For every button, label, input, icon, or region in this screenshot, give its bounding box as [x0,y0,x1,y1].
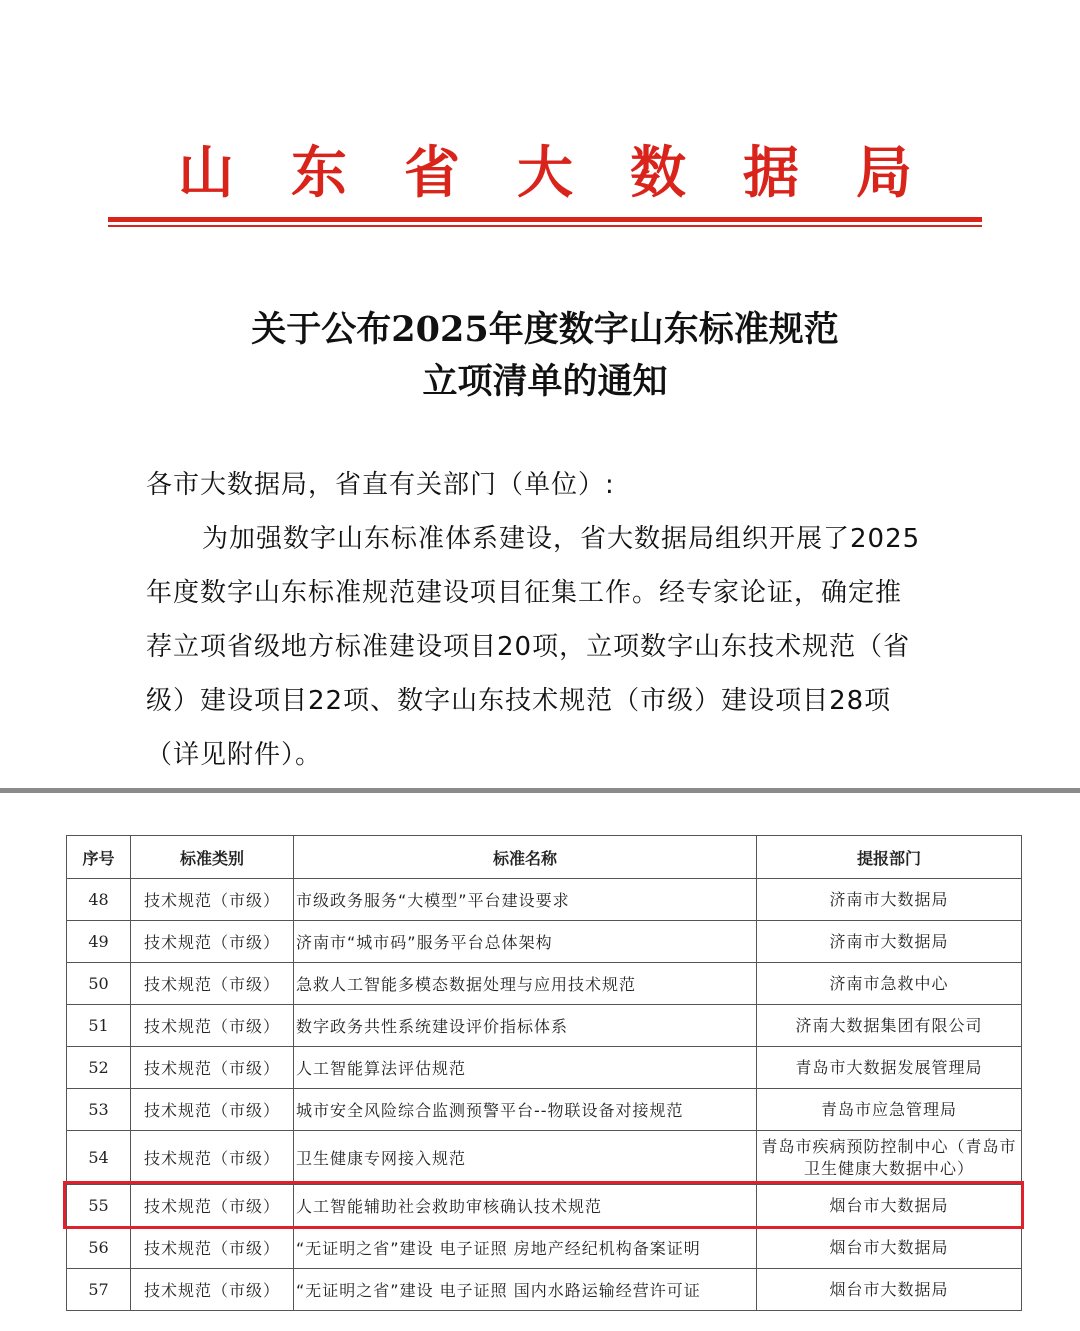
row-index: 54 [67,1131,131,1185]
row-index: 49 [67,921,131,963]
row-department: 青岛市大数据发展管理局 [757,1047,1022,1089]
section-divider [0,788,1080,793]
standards-table [66,835,1022,1311]
agency-char: 据 [743,140,799,206]
row-name: 卫生健康专网接入规范 [294,1131,757,1185]
row-department: 济南市大数据局 [757,921,1022,963]
agency-char: 山 [178,140,234,206]
row-department: 烟台市大数据局 [757,1185,1022,1227]
table-row [67,1005,1022,1047]
table-header-row [67,836,1022,879]
agency-char: 东 [291,140,347,206]
row-category: 技术规范（市级） [131,879,294,921]
row-name: 城市安全风险综合监测预警平台--物联设备对接规范 [294,1089,757,1131]
paragraph-line: 级）建设项目22项、数字山东技术规范（市级）建设项目28项 [146,686,892,716]
row-category: 技术规范（市级） [131,1131,294,1185]
notice-title [108,304,982,408]
header-category: 标准类别 [131,836,294,879]
row-category: 技术规范（市级） [131,1227,294,1269]
row-category: 技术规范（市级） [131,1269,294,1311]
row-index: 53 [67,1089,131,1131]
paragraph-line: 荐立项省级地方标准建设项目20项，立项数字山东技术规范（省 [146,632,911,662]
row-name: 数字政务共性系统建设评价指标体系 [294,1005,757,1047]
row-department: 烟台市大数据局 [757,1269,1022,1311]
row-name: “无证明之省”建设 电子证照 房地产经纪机构备案证明 [294,1227,757,1269]
header-name: 标准名称 [294,836,757,879]
table-row-highlighted [67,1185,1022,1227]
row-department: 济南大数据集团有限公司 [757,1005,1022,1047]
header-red-rule [108,217,982,222]
row-index: 55 [67,1185,131,1227]
row-department: 青岛市应急管理局 [757,1089,1022,1131]
notice-title-line2: 立项清单的通知 [422,361,668,402]
row-name: 市级政务服务“大模型”平台建设要求 [294,879,757,921]
table-row [67,1089,1022,1131]
row-department: 烟台市大数据局 [757,1227,1022,1269]
row-name: 急救人工智能多模态数据处理与应用技术规范 [294,963,757,1005]
row-index: 50 [67,963,131,1005]
agency-char: 省 [404,140,460,206]
row-index: 51 [67,1005,131,1047]
row-index: 52 [67,1047,131,1089]
salutation: 各市大数据局，省直有关部门（单位）: [146,470,615,500]
row-index: 56 [67,1227,131,1269]
row-name: 人工智能算法评估规范 [294,1047,757,1089]
row-category: 技术规范（市级） [131,1005,294,1047]
notice-title-line1: 关于公布2025年度数字山东标准规范 [251,309,839,350]
table-row [67,1047,1022,1089]
agency-char: 局 [856,140,912,206]
paragraph-line: 年度数字山东标准规范建设项目征集工作。经专家论证，确定推 [146,578,903,608]
paragraph-line: 为加强数字山东标准体系建设，省大数据局组织开展了2025 [202,524,921,554]
agency-char: 大 [517,140,573,206]
header-red-rule-thin [108,225,982,227]
row-name: 人工智能辅助社会救助审核确认技术规范 [294,1185,757,1227]
row-category: 技术规范（市级） [131,921,294,963]
table-row [67,1227,1022,1269]
agency-char: 数 [630,140,686,206]
row-department: 青岛市疾病预防控制中心（青岛市卫生健康大数据中心） [757,1131,1022,1185]
table-row [67,963,1022,1005]
header-department: 提报部门 [757,836,1022,879]
row-department: 济南市大数据局 [757,879,1022,921]
row-name: 济南市“城市码”服务平台总体架构 [294,921,757,963]
row-category: 技术规范（市级） [131,1089,294,1131]
row-department: 济南市急救中心 [757,963,1022,1005]
row-category: 技术规范（市级） [131,1047,294,1089]
table-row [67,879,1022,921]
paragraph-line: （详见附件）。 [146,740,323,770]
agency-header [108,138,982,208]
table-row [67,1131,1022,1185]
body-paragraph [146,512,946,782]
row-index: 57 [67,1269,131,1311]
row-category: 技术规范（市级） [131,1185,294,1227]
row-category: 技术规范（市级） [131,963,294,1005]
row-name: “无证明之省”建设 电子证照 国内水路运输经营许可证 [294,1269,757,1311]
header-index: 序号 [67,836,131,879]
table-row [67,921,1022,963]
row-index: 48 [67,879,131,921]
table-row [67,1269,1022,1311]
